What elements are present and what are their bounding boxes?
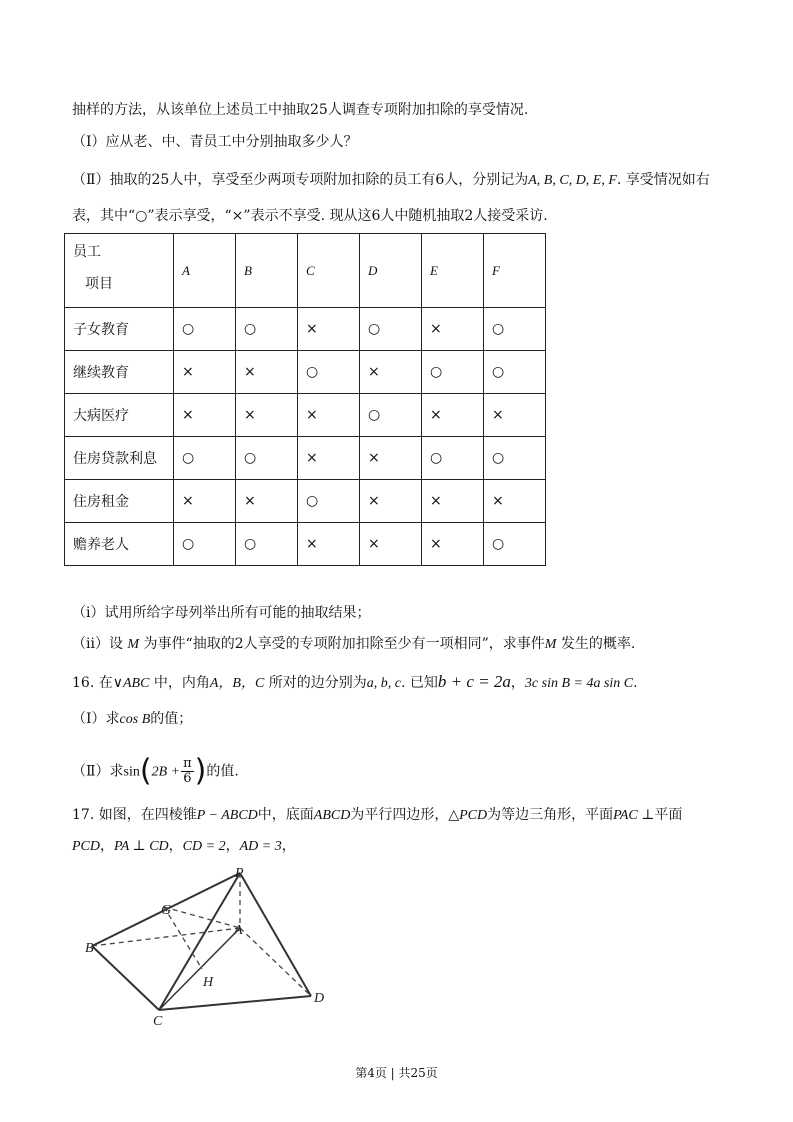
cross-icon: × <box>244 364 256 380</box>
question-part-1: （Ⅰ）应从老、中、青员工中分别抽取多少人？ <box>72 134 358 150</box>
label-P: P <box>235 866 244 881</box>
deduction-table <box>64 233 546 566</box>
table-row <box>65 308 546 351</box>
edge-AD <box>240 928 311 996</box>
table-cell <box>484 308 546 351</box>
row-label: 继续教育 <box>65 351 174 394</box>
cross-icon: × <box>368 364 380 380</box>
circle-icon: ○ <box>368 321 381 337</box>
circle-icon: ○ <box>244 321 257 337</box>
column-header: A <box>174 234 236 308</box>
table-cell <box>298 480 360 523</box>
circle-icon: ○ <box>492 321 505 337</box>
table-cell <box>484 351 546 394</box>
table-cell <box>236 437 298 480</box>
label-G: G <box>161 903 172 918</box>
table-cell <box>360 480 422 523</box>
circle-icon: ○ <box>492 536 505 552</box>
table-cell <box>484 523 546 566</box>
question-16-part-1: （Ⅰ）求cos B的值； <box>72 711 193 727</box>
cross-icon: × <box>368 493 380 509</box>
table-cell <box>298 394 360 437</box>
cross-icon: × <box>306 321 318 337</box>
left-paren: ( <box>139 753 152 789</box>
circle-icon: ○ <box>182 536 195 552</box>
table-row <box>65 394 546 437</box>
cross-icon: × <box>492 493 504 509</box>
table-cell <box>422 523 484 566</box>
table-intro: 表，其中“○”表示享受，“×”表示不享受. 现从这6人中随机抽取2人接受采访. <box>72 208 548 224</box>
table-cell <box>298 437 360 480</box>
table-cell <box>422 394 484 437</box>
cross-icon: × <box>182 364 194 380</box>
table-header-row <box>65 234 546 308</box>
question-part-2: （Ⅱ）抽取的25人中，享受至少两项专项附加扣除的员工有6人，分别记为A, B, C, D, E, F. 享受情况如右 <box>72 172 710 188</box>
cross-icon: × <box>430 321 442 337</box>
cross-icon: × <box>244 493 256 509</box>
table-cell <box>360 437 422 480</box>
table-cell <box>174 523 236 566</box>
label-C: C <box>153 1014 163 1029</box>
table-cell <box>484 394 546 437</box>
table-row <box>65 480 546 523</box>
table-cell <box>360 351 422 394</box>
employee-letters: A, B, C, D, E, F <box>528 173 617 188</box>
column-header: E <box>422 234 484 308</box>
circle-icon: ○ <box>368 407 381 423</box>
row-label: 子女教育 <box>65 308 174 351</box>
cross-icon: × <box>182 407 194 423</box>
label-B: B <box>85 941 94 956</box>
circle-icon: ○ <box>306 493 319 509</box>
header-item: 项目 <box>85 275 113 292</box>
table-cell <box>174 480 236 523</box>
subquestion-ii: （ii）设 M 为事件“抽取的2人享受的专项附加扣除至少有一项相同”，求事件M 发生的概率. <box>72 636 636 652</box>
circle-icon: ○ <box>430 364 443 380</box>
row-label: 住房贷款利息 <box>65 437 174 480</box>
subquestion-i: （i）试用所给字母列举出所有可能的抽取结果； <box>72 605 371 621</box>
pyramid-figure <box>82 862 342 1032</box>
page-footer: 第4页 | 共25页 <box>355 1066 438 1080</box>
table-cell <box>174 437 236 480</box>
label-H: H <box>203 975 214 990</box>
cross-icon: × <box>492 407 504 423</box>
row-label: 赡养老人 <box>65 523 174 566</box>
column-header: B <box>236 234 298 308</box>
table-cell <box>236 394 298 437</box>
table-cell <box>174 308 236 351</box>
circle-icon: ○ <box>430 450 443 466</box>
question-17: 17. 如图，在四棱锥P − ABCD中，底面ABCD为平行四边形，△PCD为等边三角形，平面PAC ⊥平面 <box>72 807 683 823</box>
table-cell <box>298 523 360 566</box>
cross-icon: × <box>306 407 318 423</box>
label-A: A <box>234 923 243 938</box>
cross-icon: × <box>368 536 380 552</box>
table-cell <box>236 523 298 566</box>
cross-icon: × <box>368 450 380 466</box>
circle-icon: ○ <box>182 321 195 337</box>
question-17-conditions: PCD，PA ⊥ CD，CD = 2，AD = 3， <box>72 838 296 854</box>
circle-icon: ○ <box>306 364 319 380</box>
table-cell <box>422 308 484 351</box>
question-16: 16. 在∨ABC 中，内角A，B，C 所对的边分别为a, b, c. 已知b + c = 2a，3c sin B = 4a sin C. <box>72 672 638 691</box>
table-cell <box>484 480 546 523</box>
edge-PD <box>240 873 311 996</box>
circle-icon: ○ <box>492 364 505 380</box>
column-header: D <box>360 234 422 308</box>
cross-icon: × <box>306 450 318 466</box>
table-corner-header <box>65 234 174 308</box>
cross-icon: × <box>430 536 442 552</box>
table-cell <box>360 308 422 351</box>
column-header: C <box>298 234 360 308</box>
table-cell <box>422 437 484 480</box>
circle-icon: ○ <box>244 536 257 552</box>
label-D: D <box>314 991 325 1006</box>
table-cell <box>174 351 236 394</box>
table-cell <box>236 308 298 351</box>
cross-icon: × <box>430 407 442 423</box>
table-cell <box>298 308 360 351</box>
table-cell <box>298 351 360 394</box>
table-row <box>65 437 546 480</box>
table-cell <box>360 523 422 566</box>
cross-icon: × <box>182 493 194 509</box>
circle-icon: ○ <box>492 450 505 466</box>
line-sampling: 抽样的方法，从该单位上述员工中抽取25人调查专项附加扣除的享受情况. <box>72 102 529 118</box>
table-cell <box>422 351 484 394</box>
table-row <box>65 351 546 394</box>
edge-BC <box>92 946 159 1010</box>
row-label: 大病医疗 <box>65 394 174 437</box>
table-cell <box>360 394 422 437</box>
question-16-part-2: （Ⅱ）求sin(2B + $\frac{\pi}{6}$ )的值. <box>72 753 239 789</box>
table-cell <box>484 437 546 480</box>
right-paren: ) <box>194 753 207 789</box>
table-cell <box>236 480 298 523</box>
circle-icon: ○ <box>182 450 195 466</box>
table-cell <box>422 480 484 523</box>
cross-icon: × <box>430 493 442 509</box>
circle-icon: ○ <box>244 450 257 466</box>
table-cell <box>174 394 236 437</box>
cross-icon: × <box>306 536 318 552</box>
column-header: F <box>484 234 546 308</box>
fraction-pi-over-6: $\frac{\pi}{6}$ <box>183 756 192 786</box>
edge-BA <box>92 928 240 946</box>
cross-icon: × <box>244 407 256 423</box>
edge-CD <box>159 996 311 1010</box>
row-label: 住房租金 <box>65 480 174 523</box>
table-cell <box>236 351 298 394</box>
table-row <box>65 523 546 566</box>
header-employee: 员工 <box>73 243 101 260</box>
